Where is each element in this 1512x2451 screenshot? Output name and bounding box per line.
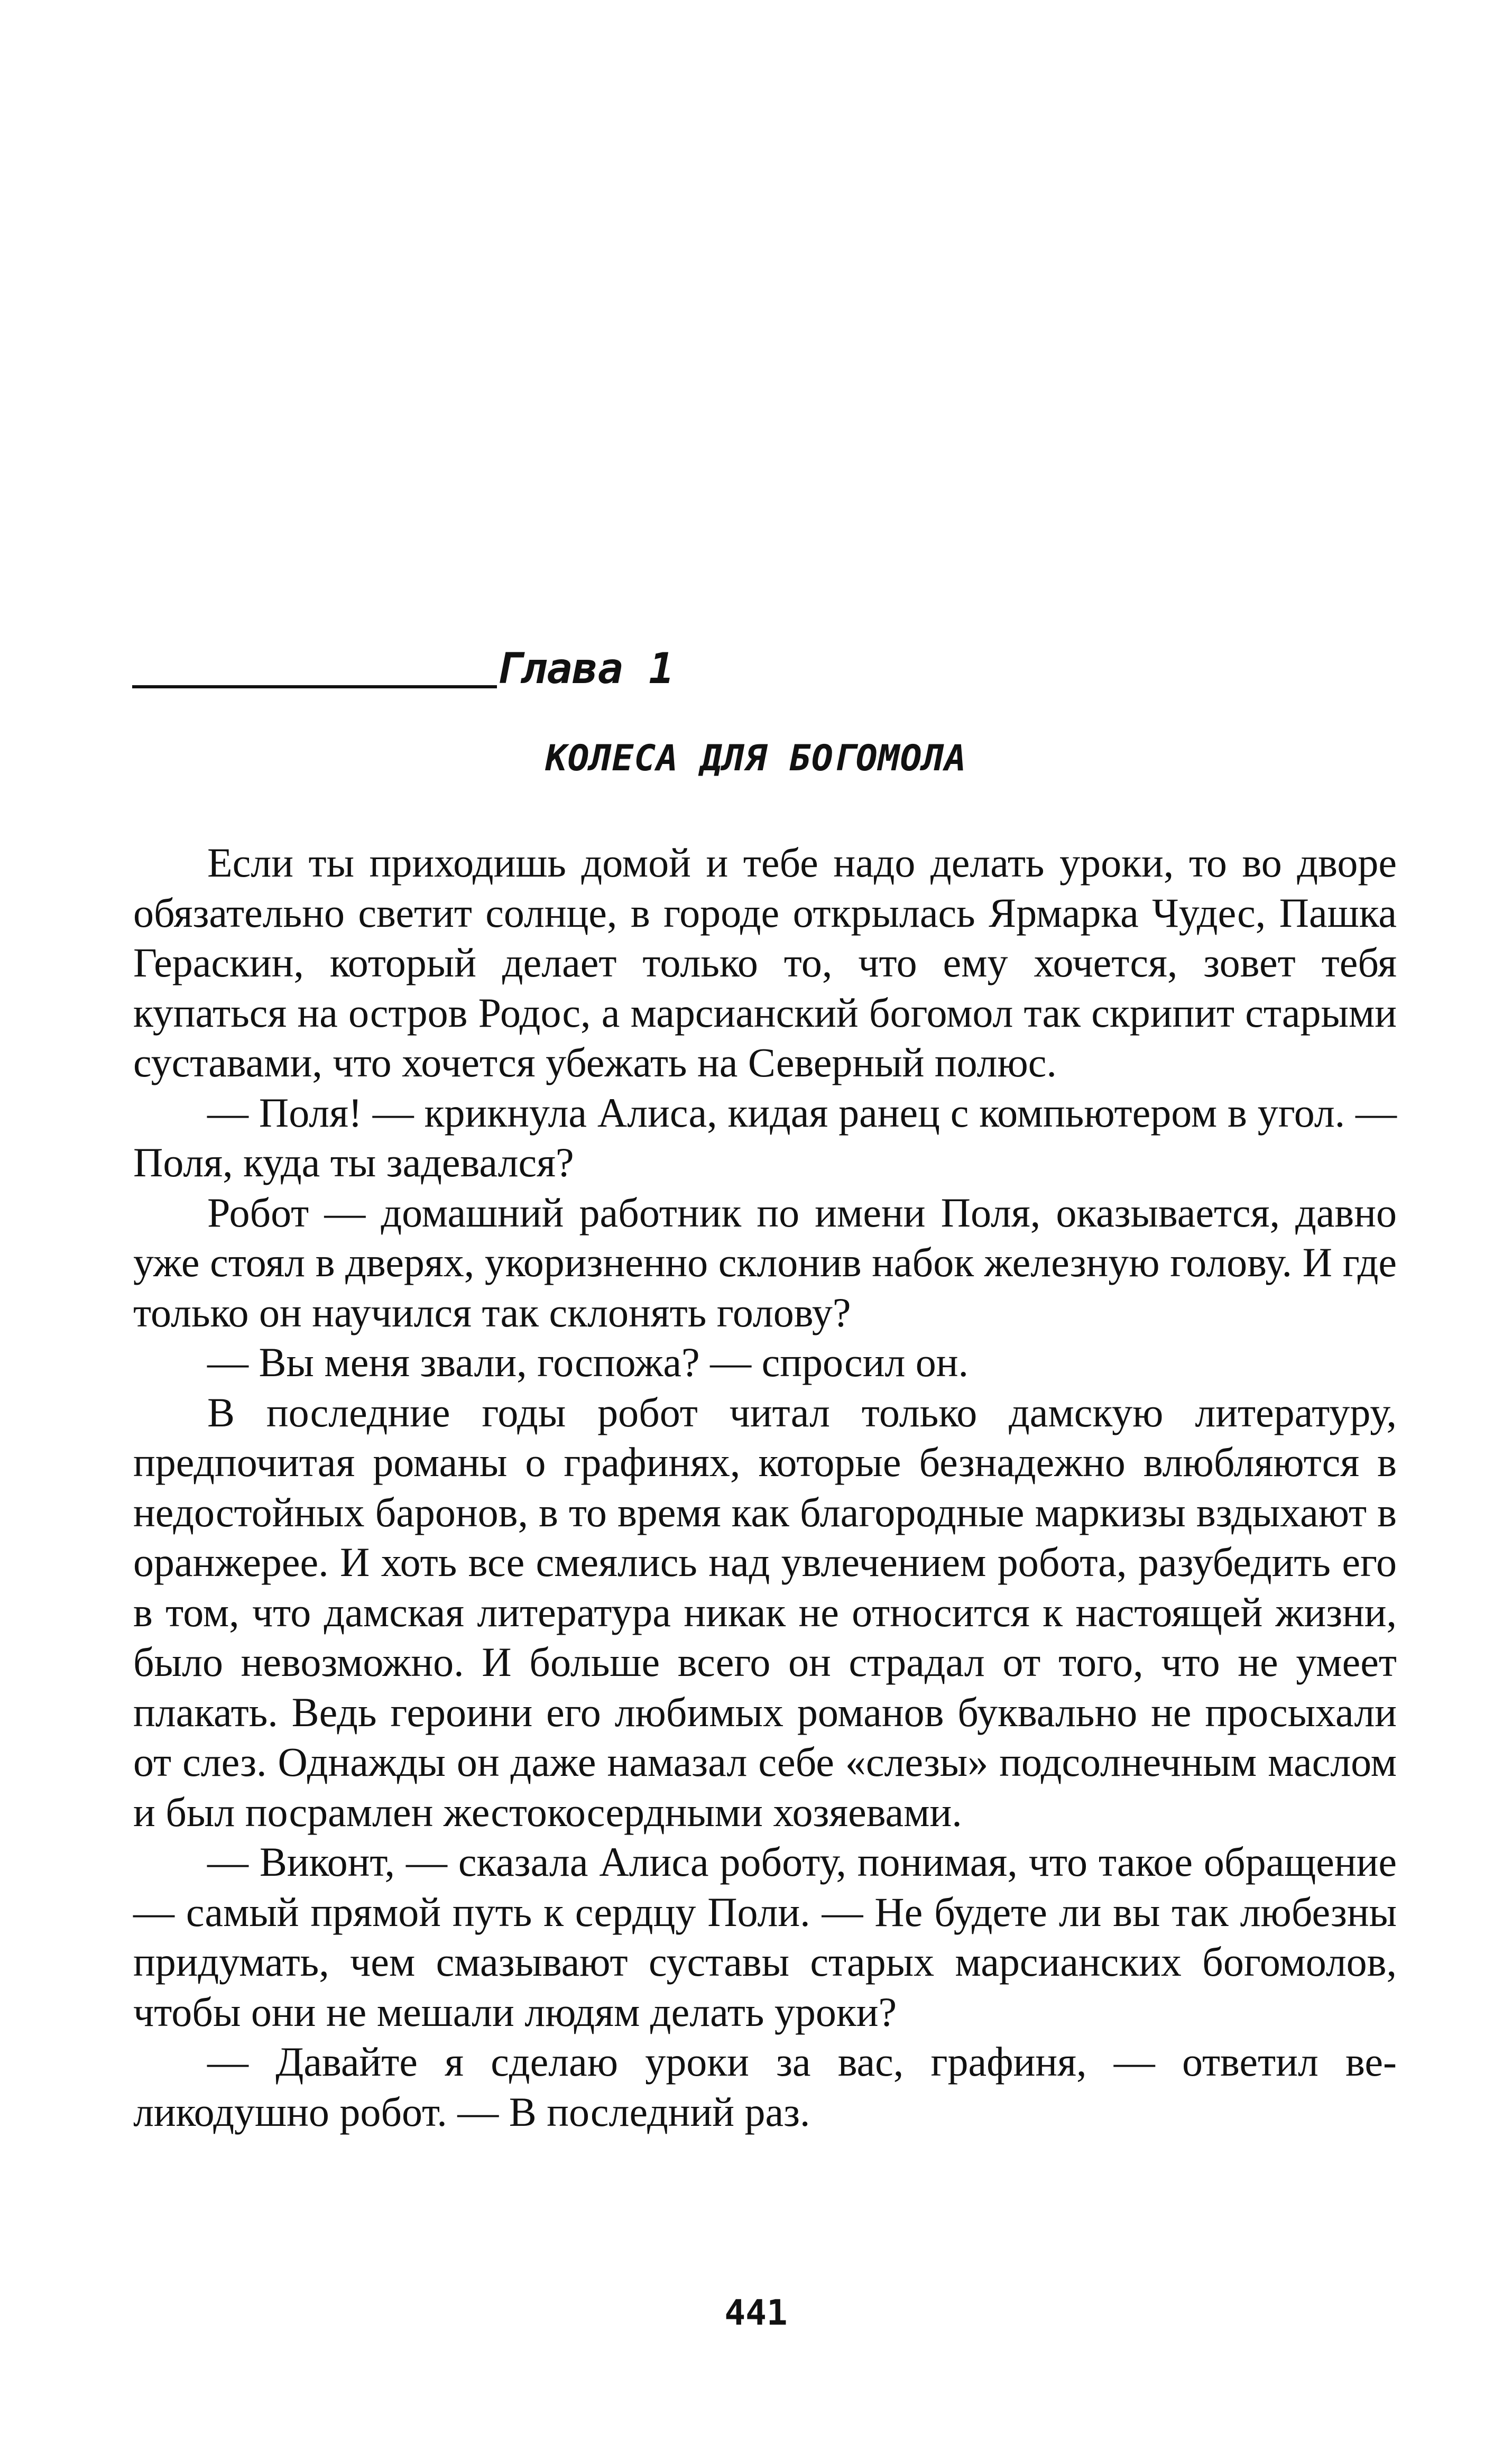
paragraph: — Поля! — крикнула Алиса, кидая ранец с компьютером в угол. — Поля, куда ты задевался? bbox=[133, 1089, 1397, 1185]
chapter-title: КОЛЕСА ДЛЯ БОГОМОЛА bbox=[545, 738, 967, 779]
paragraph: Если ты приходишь домой и тебе надо делать уроки, то во дворе обязательно светит солнце, в городе открылась Ярмарка Чудес, Пашка Гераскин, который делает только то, что ему хочется, зовет тебя купаться на остров Родос, а марсианский богомол так скрипит старыми суставами, что хочется убежать на Северный полюс. bbox=[133, 840, 1397, 1085]
paragraph: — Давайте я сделаю уроки за вас, графиня, — ответил великодушно робот. — В последний раз. bbox=[133, 2039, 1397, 2135]
paragraph: — Вы меня звали, госпожа? — спросил он. bbox=[207, 1339, 969, 1385]
paragraph: В последние годы робот читал только дамскую литературу, предпочитая романы о графинях, которые безнадежно влюбляются в недостойных баронов, в то время как благородные маркизы вздыхают в оранжерее. И хоть все смеялись над увлечением робота, разубедить его в том, что дамская литература никак не относится к настоящей жизни, было невозможно. И больше всего он страдал от того, что не умеет плакать. Ведь героини его любимых романов буквально не просыхали от слез. Однажды он даже намазал себе «слезы» подсолнечным маслом и был посрамлен жестокосердными хозяевами. bbox=[133, 1389, 1397, 1835]
paragraph: — Виконт, — сказала Алиса роботу, понимая, что такое обращение — самый прямой путь к сердцу Поли. — Не будете ли вы так любезны придумать, чем смазывают суставы старых марсианских богомолов, чтобы они не мешали людям делать уроки? bbox=[133, 1839, 1397, 2035]
chapter-heading bbox=[132, 640, 1401, 698]
chapter-body bbox=[133, 838, 1397, 2137]
paragraph: Робот — домашний работник по имени Поля, оказывается, давно уже стоял в дверях, укоризненно склонив набок железную голову. И где только он научился так склонять голову? bbox=[133, 1189, 1397, 1335]
page-number: 441 bbox=[724, 2292, 788, 2333]
chapter-label: Глава 1 bbox=[496, 644, 675, 693]
chapter-rule-line bbox=[132, 685, 497, 688]
